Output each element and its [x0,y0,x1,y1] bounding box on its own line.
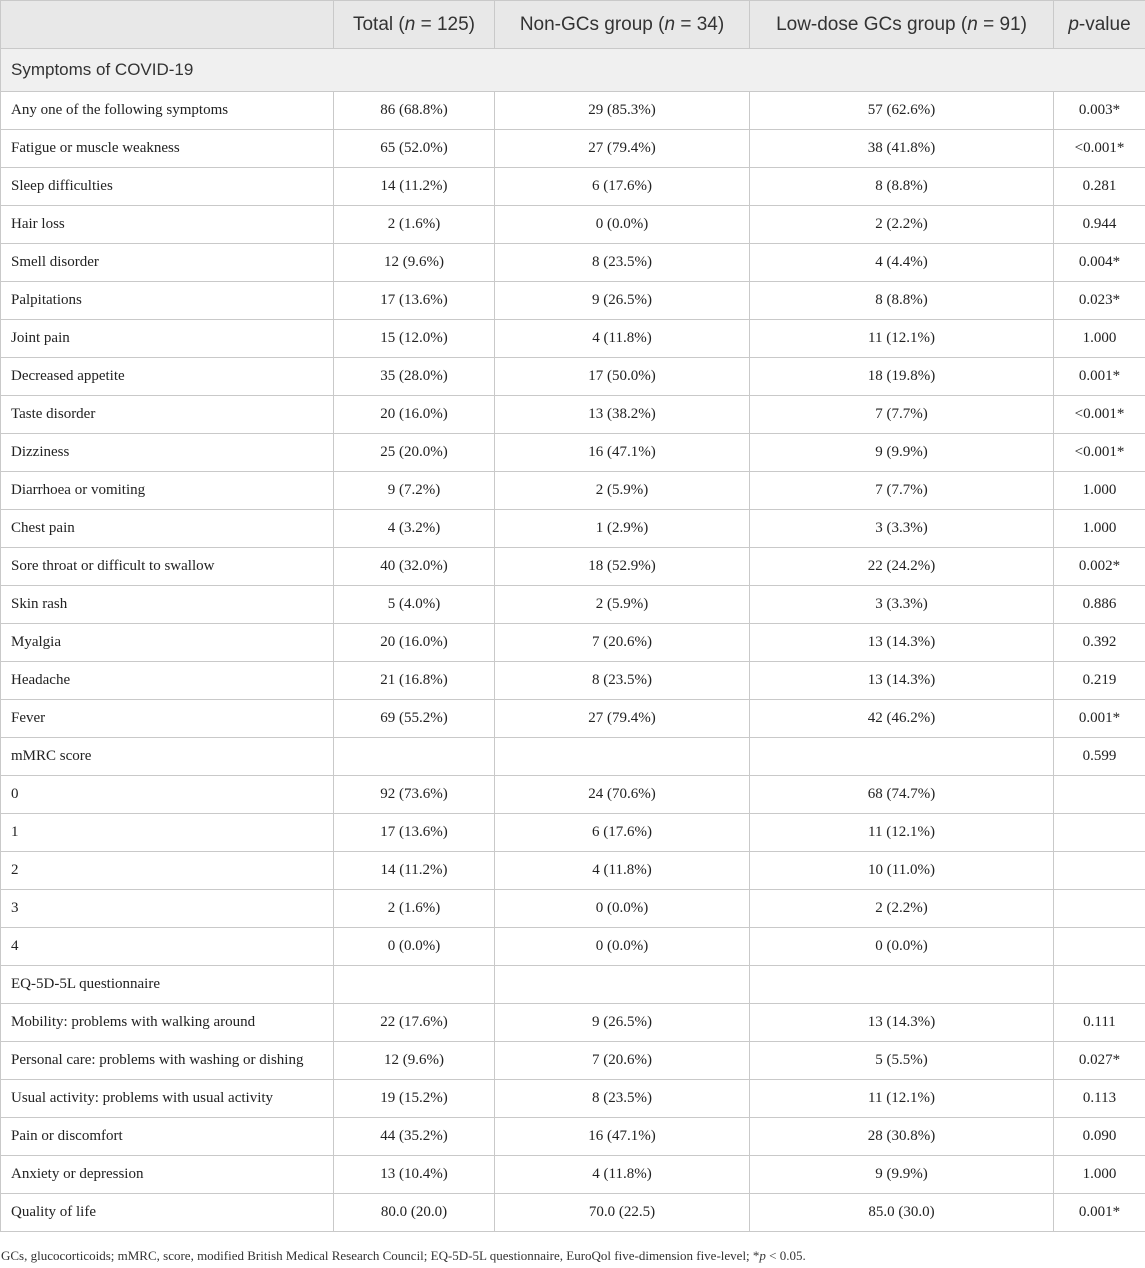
low-dose-cell: 22 (24.2%) [750,548,1054,586]
p-value-cell: 1.000 [1054,1156,1145,1194]
p-value-cell [1054,928,1145,966]
non-gcs-cell: 70.0 (22.5) [495,1194,750,1232]
section-title: Symptoms of COVID-19 [1,49,1145,92]
total-cell: 20 (16.0%) [334,624,495,662]
non-gcs-cell: 1 (2.9%) [495,510,750,548]
row-label: EQ-5D-5L questionnaire [1,966,334,1004]
p-value-cell: 0.003* [1054,92,1145,130]
table-footnote: GCs, glucocorticoids; mMRC, score, modified British Medical Research Council; EQ-5D-5L questionnaire, EuroQol five-dimension five-level; *p < 0.05. [1,1248,806,1263]
row-label: 4 [1,928,334,966]
total-cell: 4 (3.2%) [334,510,495,548]
total-cell: 17 (13.6%) [334,814,495,852]
row-label: Sleep difficulties [1,168,334,206]
total-cell: 20 (16.0%) [334,396,495,434]
p-value-cell [1054,852,1145,890]
non-gcs-cell: 27 (79.4%) [495,700,750,738]
low-dose-cell: 2 (2.2%) [750,890,1054,928]
non-gcs-cell: 18 (52.9%) [495,548,750,586]
non-gcs-cell: 17 (50.0%) [495,358,750,396]
row-label: Joint pain [1,320,334,358]
p-value-cell: 0.023* [1054,282,1145,320]
row-label: Taste disorder [1,396,334,434]
low-dose-cell [750,966,1054,1004]
non-gcs-cell: 9 (26.5%) [495,1004,750,1042]
p-value-cell: 1.000 [1054,510,1145,548]
p-value-cell: <0.001* [1054,396,1145,434]
table-row [1,1194,1145,1232]
non-gcs-cell: 27 (79.4%) [495,130,750,168]
row-label: Pain or discomfort [1,1118,334,1156]
total-cell: 14 (11.2%) [334,168,495,206]
row-label: Hair loss [1,206,334,244]
total-cell: 65 (52.0%) [334,130,495,168]
low-dose-cell: 5 (5.5%) [750,1042,1054,1080]
non-gcs-cell: 2 (5.9%) [495,586,750,624]
p-value-cell: 0.281 [1054,168,1145,206]
p-value-cell: 0.886 [1054,586,1145,624]
row-label: Headache [1,662,334,700]
p-value-cell [1054,814,1145,852]
p-value-cell: 0.090 [1054,1118,1145,1156]
non-gcs-cell [495,966,750,1004]
table-row [1,1156,1145,1194]
row-label: Mobility: problems with walking around [1,1004,334,1042]
low-dose-cell: 11 (12.1%) [750,1080,1054,1118]
table-row [1,738,1145,776]
total-cell: 80.0 (20.0) [334,1194,495,1232]
table-row [1,168,1145,206]
low-dose-cell: 11 (12.1%) [750,320,1054,358]
row-label: 2 [1,852,334,890]
total-cell [334,738,495,776]
low-dose-cell: 7 (7.7%) [750,396,1054,434]
row-label: Sore throat or difficult to swallow [1,548,334,586]
low-dose-cell: 85.0 (30.0) [750,1194,1054,1232]
row-label: mMRC score [1,738,334,776]
row-label: 3 [1,890,334,928]
total-cell: 5 (4.0%) [334,586,495,624]
total-cell: 19 (15.2%) [334,1080,495,1118]
row-label: Fever [1,700,334,738]
row-label: Personal care: problems with washing or dishing [1,1042,334,1080]
non-gcs-cell: 8 (23.5%) [495,662,750,700]
low-dose-cell: 11 (12.1%) [750,814,1054,852]
table-row [1,890,1145,928]
table-row [1,1080,1145,1118]
non-gcs-cell: 0 (0.0%) [495,206,750,244]
p-value-cell: 0.599 [1054,738,1145,776]
non-gcs-cell: 8 (23.5%) [495,1080,750,1118]
non-gcs-cell: 4 (11.8%) [495,852,750,890]
table-row [1,966,1145,1004]
table-row [1,852,1145,890]
low-dose-cell: 18 (19.8%) [750,358,1054,396]
total-cell: 0 (0.0%) [334,928,495,966]
row-label: Decreased appetite [1,358,334,396]
low-dose-cell: 4 (4.4%) [750,244,1054,282]
total-cell: 22 (17.6%) [334,1004,495,1042]
p-value-cell [1054,966,1145,1004]
table-row [1,776,1145,814]
row-label: Any one of the following symptoms [1,92,334,130]
total-cell: 14 (11.2%) [334,852,495,890]
low-dose-cell: 8 (8.8%) [750,282,1054,320]
total-cell: 12 (9.6%) [334,1042,495,1080]
non-gcs-cell: 4 (11.8%) [495,1156,750,1194]
non-gcs-cell: 6 (17.6%) [495,168,750,206]
total-cell: 21 (16.8%) [334,662,495,700]
table-row [1,700,1145,738]
low-dose-cell: 9 (9.9%) [750,434,1054,472]
total-cell: 40 (32.0%) [334,548,495,586]
total-cell: 15 (12.0%) [334,320,495,358]
row-label: Usual activity: problems with usual activity [1,1080,334,1118]
total-cell: 2 (1.6%) [334,890,495,928]
table-row [1,282,1145,320]
total-cell: 86 (68.8%) [334,92,495,130]
table-row [1,434,1145,472]
total-cell: 2 (1.6%) [334,206,495,244]
non-gcs-cell: 7 (20.6%) [495,1042,750,1080]
p-value-cell [1054,776,1145,814]
low-dose-cell: 28 (30.8%) [750,1118,1054,1156]
table-row [1,92,1145,130]
table-row [1,472,1145,510]
row-label: 0 [1,776,334,814]
p-value-cell: <0.001* [1054,130,1145,168]
table-row [1,244,1145,282]
table-row [1,130,1145,168]
table-row [1,358,1145,396]
non-gcs-cell: 6 (17.6%) [495,814,750,852]
p-value-cell [1054,890,1145,928]
non-gcs-cell: 2 (5.9%) [495,472,750,510]
p-value-cell: 0.002* [1054,548,1145,586]
row-label: Smell disorder [1,244,334,282]
non-gcs-cell: 0 (0.0%) [495,890,750,928]
non-gcs-cell: 0 (0.0%) [495,928,750,966]
non-gcs-cell: 16 (47.1%) [495,1118,750,1156]
p-value-cell: 0.001* [1054,358,1145,396]
header-low-dose: Low-dose GCs group (n = 91) [750,1,1054,49]
header-pvalue: p-value [1054,1,1145,49]
row-label: Quality of life [1,1194,334,1232]
non-gcs-cell: 9 (26.5%) [495,282,750,320]
row-label: Dizziness [1,434,334,472]
row-label: Fatigue or muscle weakness [1,130,334,168]
table-row [1,320,1145,358]
row-label: Chest pain [1,510,334,548]
low-dose-cell: 38 (41.8%) [750,130,1054,168]
low-dose-cell: 0 (0.0%) [750,928,1054,966]
header-non-gcs: Non-GCs group (n = 34) [495,1,750,49]
total-cell [334,966,495,1004]
p-value-cell: 0.004* [1054,244,1145,282]
total-cell: 44 (35.2%) [334,1118,495,1156]
low-dose-cell: 3 (3.3%) [750,510,1054,548]
non-gcs-cell: 24 (70.6%) [495,776,750,814]
low-dose-cell: 3 (3.3%) [750,586,1054,624]
p-value-cell: 0.392 [1054,624,1145,662]
low-dose-cell [750,738,1054,776]
total-cell: 92 (73.6%) [334,776,495,814]
total-cell: 12 (9.6%) [334,244,495,282]
header-label-col [1,1,334,49]
p-value-cell: 1.000 [1054,472,1145,510]
row-label: Skin rash [1,586,334,624]
row-label: 1 [1,814,334,852]
low-dose-cell: 57 (62.6%) [750,92,1054,130]
total-cell: 35 (28.0%) [334,358,495,396]
low-dose-cell: 7 (7.7%) [750,472,1054,510]
low-dose-cell: 13 (14.3%) [750,624,1054,662]
p-value-cell: 0.027* [1054,1042,1145,1080]
header-total: Total (n = 125) [334,1,495,49]
row-label: Palpitations [1,282,334,320]
p-value-cell: 1.000 [1054,320,1145,358]
table-row [1,1118,1145,1156]
non-gcs-cell: 13 (38.2%) [495,396,750,434]
non-gcs-cell: 7 (20.6%) [495,624,750,662]
p-value-cell: <0.001* [1054,434,1145,472]
non-gcs-cell: 29 (85.3%) [495,92,750,130]
p-value-cell: 0.113 [1054,1080,1145,1118]
total-cell: 17 (13.6%) [334,282,495,320]
non-gcs-cell: 4 (11.8%) [495,320,750,358]
row-label: Myalgia [1,624,334,662]
low-dose-cell: 2 (2.2%) [750,206,1054,244]
non-gcs-cell: 16 (47.1%) [495,434,750,472]
table-row [1,814,1145,852]
non-gcs-cell [495,738,750,776]
table-row [1,1042,1145,1080]
low-dose-cell: 13 (14.3%) [750,662,1054,700]
p-value-cell: 0.001* [1054,700,1145,738]
non-gcs-cell: 8 (23.5%) [495,244,750,282]
total-cell: 13 (10.4%) [334,1156,495,1194]
table-row [1,586,1145,624]
low-dose-cell: 13 (14.3%) [750,1004,1054,1042]
header-row [1,1,1145,49]
table-row [1,1004,1145,1042]
row-label: Diarrhoea or vomiting [1,472,334,510]
low-dose-cell: 42 (46.2%) [750,700,1054,738]
table-row [1,928,1145,966]
table-row [1,206,1145,244]
p-value-cell: 0.219 [1054,662,1145,700]
total-cell: 9 (7.2%) [334,472,495,510]
total-cell: 25 (20.0%) [334,434,495,472]
total-cell: 69 (55.2%) [334,700,495,738]
table-row [1,662,1145,700]
table-row [1,548,1145,586]
table-row [1,510,1145,548]
table-row [1,396,1145,434]
low-dose-cell: 9 (9.9%) [750,1156,1054,1194]
low-dose-cell: 10 (11.0%) [750,852,1054,890]
section-row [1,49,1145,92]
row-label: Anxiety or depression [1,1156,334,1194]
p-value-cell: 0.111 [1054,1004,1145,1042]
low-dose-cell: 68 (74.7%) [750,776,1054,814]
p-value-cell: 0.001* [1054,1194,1145,1232]
low-dose-cell: 8 (8.8%) [750,168,1054,206]
p-value-cell: 0.944 [1054,206,1145,244]
table-row [1,624,1145,662]
